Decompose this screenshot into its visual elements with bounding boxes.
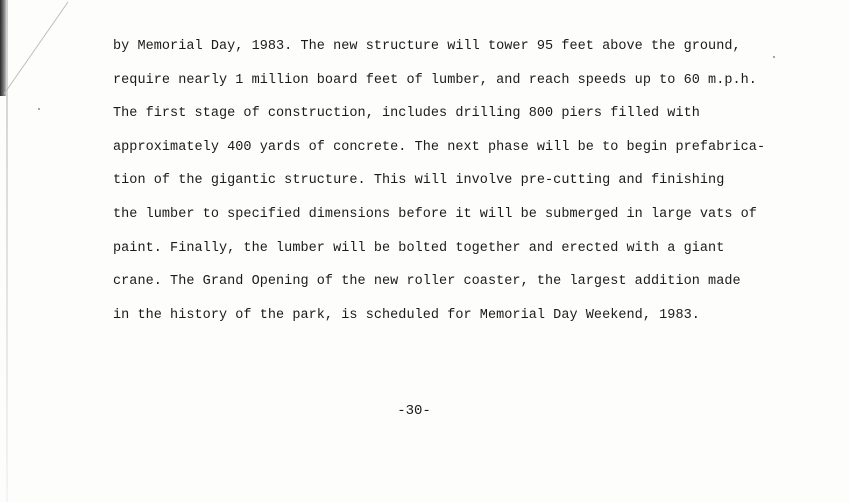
text-line: the lumber to specified dimensions before it will be submerged in large vats of	[113, 206, 757, 222]
text-line: approximately 400 yards of concrete. The next phase will be to begin prefabrica-	[113, 139, 766, 155]
body-text	[113, 30, 813, 332]
scan-speck	[38, 108, 40, 110]
corner-fold-mark	[0, 0, 90, 100]
text-line: tion of the gigantic structure. This will involve pre-cutting and finishing	[113, 173, 725, 189]
page-number: -30-	[397, 403, 431, 419]
text-line: paint. Finally, the lumber will be bolted together and erected with a giant	[113, 240, 725, 256]
text-line: in the history of the park, is scheduled for Memorial Day Weekend, 1983.	[113, 307, 700, 323]
text-line: by Memorial Day, 1983. The new structure will tower 95 feet above the ground,	[113, 39, 741, 54]
text-line: require nearly 1 million board feet of lumber, and reach speeds up to 60 m.p.h.	[113, 72, 757, 88]
text-line: crane. The Grand Opening of the new roller coaster, the largest addition made	[113, 274, 741, 290]
text-line: The first stage of construction, includes drilling 800 piers filled with	[113, 106, 700, 122]
